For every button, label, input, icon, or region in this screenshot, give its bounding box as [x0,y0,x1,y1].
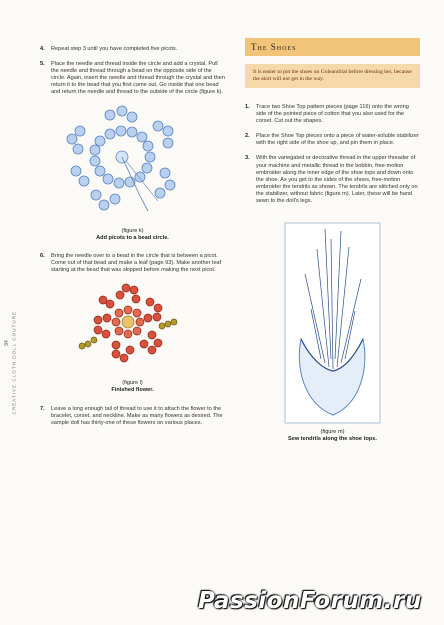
finished-flower-illustration [40,280,225,380]
figure-m [245,219,420,449]
step-4: 4. Repeat step 3 until you have completed five picots. [40,46,178,52]
shoe-step-1: 1. Trace two Shoe Top pattern pieces (page 116) onto the wrong side of the pointed piece of cotton that you also used for the corset. Cut out the shapes. [245,104,409,125]
step-5: 5. Place the needle and thread inside the circle and add a crystal. Pull the needle and thread through a bead on the opposite side of the circle. Again, insert the needle and thread through the crystal and then return it to the bead that you first came out. Go inside that one bead and return the needle and thread to the outside of the circle (figure k). [40,61,225,96]
step-6: 6. Bring the needle over to a bead in the circle that is between a picot. Come out of that bead and make a leaf (page 93). Make another leaf starting at the bead that was skipped before making the next picot. [40,252,222,273]
sidebar-book-title: CREATIVE CLOTH DOLL COUTURE [11,310,17,415]
shoe-top-illustration [245,219,420,429]
bead-circle-illustration [40,101,225,226]
page-number: 94 [3,340,10,346]
section-header [245,38,420,56]
shoe-step-2: 2. Place the Shoe Top pieces onto a piece of water-soluble stabilizer with the right side of the shoe up, and pin them in place. [245,133,419,147]
left-column [40,38,225,427]
step-7: 7. Leave a long enough tail of thread to use it to attach the flower to the bracelet, corset, and neckline. Make as many flowers as desired. The sample doll has thirty-one of these flowers on various places. [40,405,223,427]
right-column [245,38,420,449]
sidebar [3,300,17,420]
shoe-step-3: 3. With the variegated or decorative thread in the upper threader of your machine and metallic thread in the bobbin, free-motion embroider along the inner edge of the shoe tops and down onto the shoe. As you get to the sides of the shoes, free-motion embroider the tendrils as shown. The tendrils are stitched only on the stabilizer, without fabric (figure m). Later, these will be hand sewn to the doll's legs. [245,155,418,205]
figure-l [40,280,225,400]
intro-box: It is easier to put the shoes on Goleandrial before dressing her, because the skirt will not get in the way. [245,64,420,88]
watermark: PassionForum.ru [198,588,422,614]
figure-m-caption: (figure m) Sew tendrils along the shoe tops. [288,429,377,443]
section-title: The Shoes [251,42,297,52]
figure-k-caption: (figure k) Add picots to a bead circle. [96,227,169,241]
figure-k [40,101,225,251]
figure-l-caption: (figure l) Finished flower. [111,379,154,393]
